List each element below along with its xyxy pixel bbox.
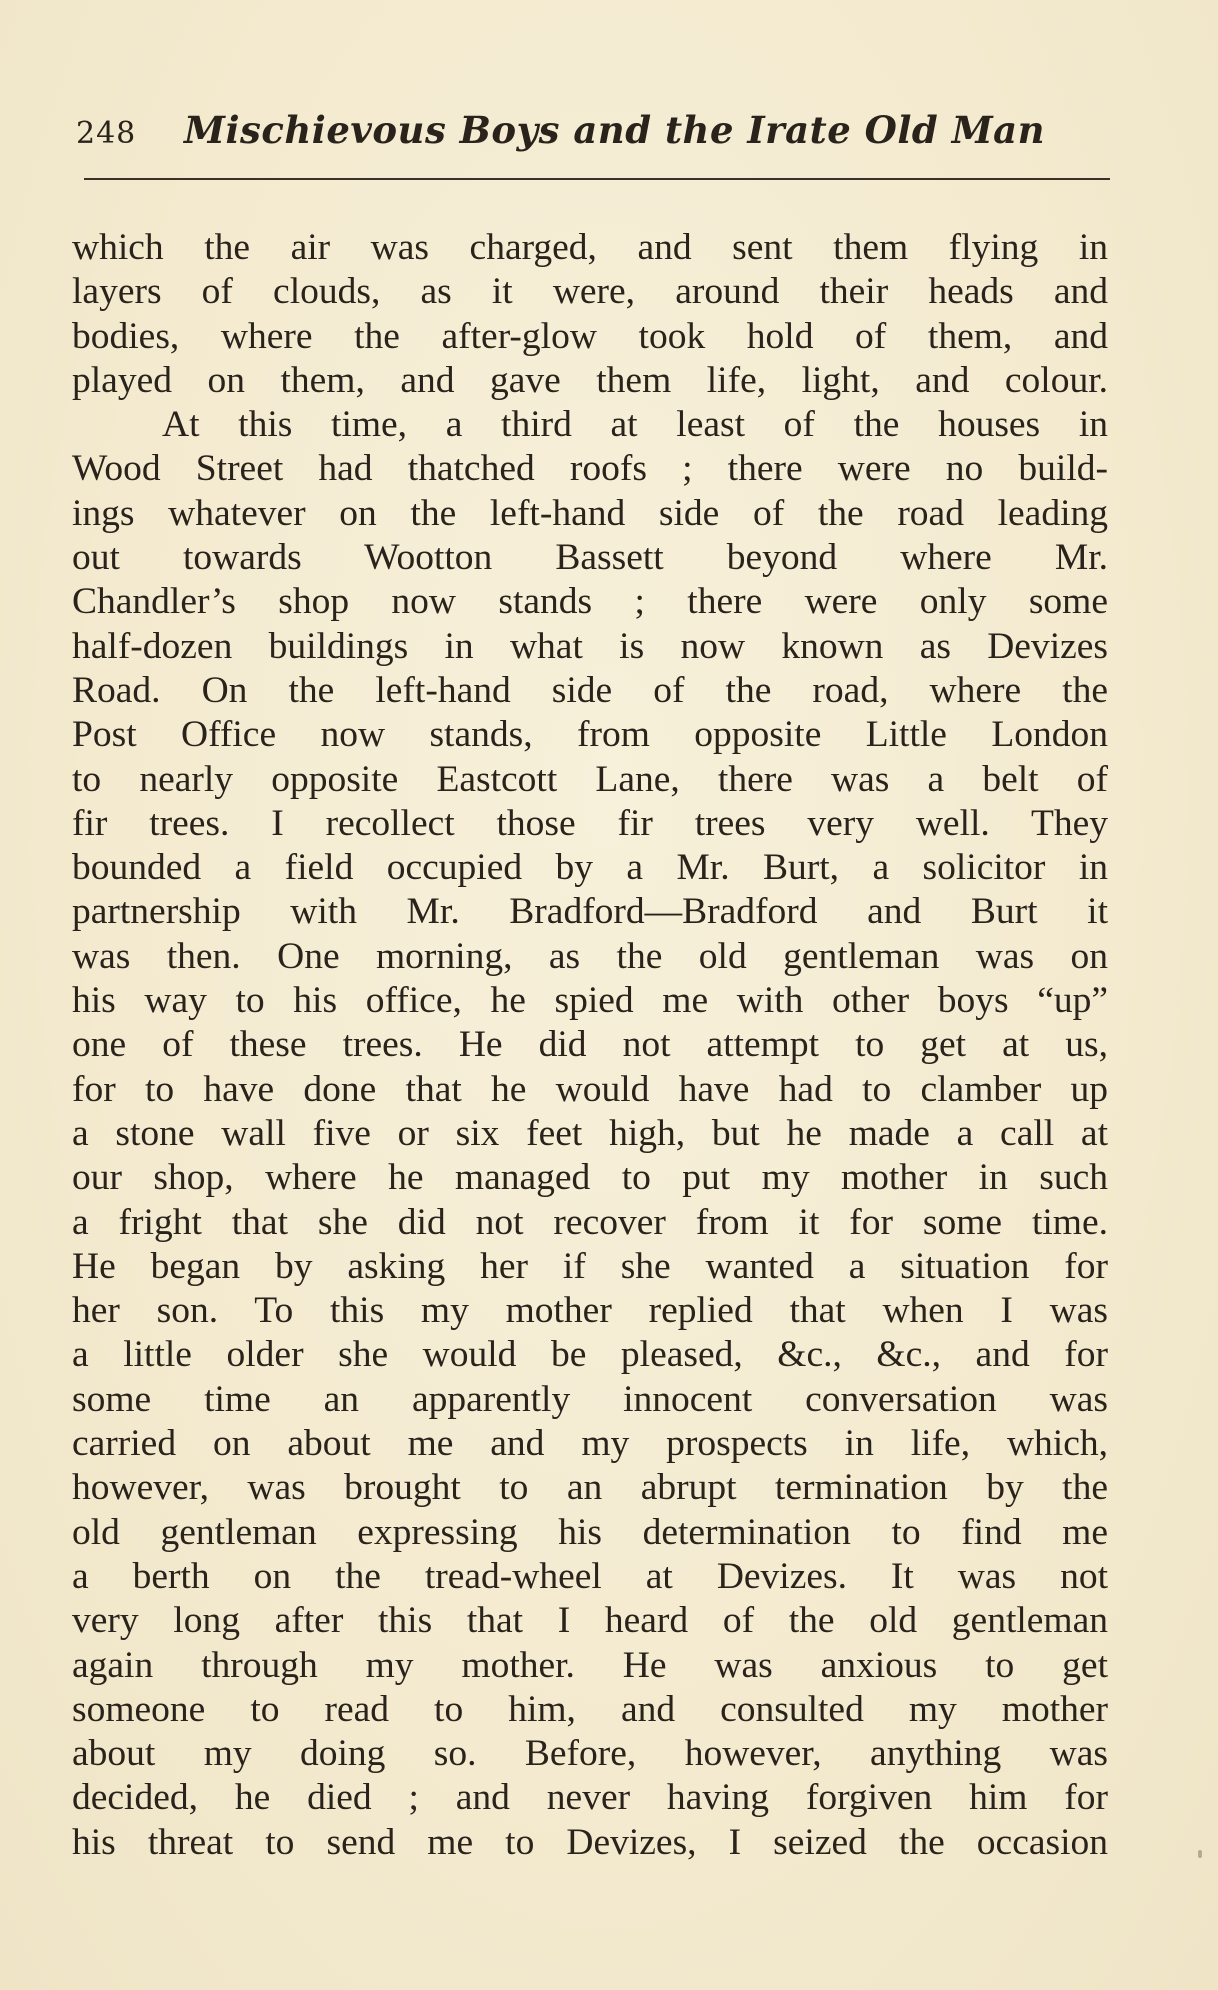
page-header (76, 108, 1116, 158)
text-line-17: was then. One morning, as the old gentleman was on (72, 935, 1108, 977)
text-line-37: his threat to send me to Devizes, I seized the occasion (72, 1821, 1108, 1863)
text-line-36: decided, he died ; and never having forgiven him for (72, 1777, 1108, 1819)
text-line-34: someone to read to him, and consulted my mother (72, 1688, 1108, 1730)
text-line-26: a little older she would be pleased, &c., &c., and for (72, 1334, 1108, 1376)
text-line-19: one of these trees. He did not attempt to get at us, (72, 1024, 1108, 1066)
page-number: 248 (76, 116, 137, 151)
text-line-23: a fright that she did not recover from it for some time. (72, 1201, 1108, 1243)
text-line-22: our shop, where he managed to put my mother in such (72, 1157, 1108, 1199)
text-line-25: her son. To this my mother replied that when I was (72, 1290, 1108, 1332)
text-line-7: ings whatever on the left-hand side of the road leading (72, 492, 1108, 534)
text-line-24: He began by asking her if she wanted a situation for (72, 1245, 1108, 1287)
text-line-16: partnership with Mr. Bradford—Bradford and Burt it (72, 891, 1108, 933)
text-line-31: a berth on the tread-wheel at Devizes. It was not (72, 1555, 1108, 1597)
text-line-13: to nearly opposite Eastcott Lane, there was a belt of (72, 758, 1108, 800)
text-line-20: for to have done that he would have had to clamber up (72, 1068, 1108, 1110)
text-line-32: very long after this that I heard of the old gentleman (72, 1600, 1108, 1642)
text-line-6: Wood Street had thatched roofs ; there were no build- (72, 448, 1108, 490)
text-line-4: played on them, and gave them life, light, and colour. (72, 359, 1108, 401)
text-line-11: Road. On the left-hand side of the road, where the (72, 669, 1108, 711)
text-line-18: his way to his office, he spied me with other boys “up” (72, 980, 1108, 1022)
text-line-21: a stone wall five or six feet high, but he made a call at (72, 1112, 1108, 1154)
body-text (72, 226, 1108, 1865)
running-title: Mischievous Boys and the Irate Old Man (184, 108, 1046, 152)
text-line-29: however, was brought to an abrupt termination by the (72, 1467, 1108, 1509)
text-line-1: which the air was charged, and sent them flying in (72, 227, 1108, 268)
text-line-27: some time an apparently innocent conversation was (72, 1378, 1108, 1420)
text-line-14: fir trees. I recollect those fir trees very well. They (72, 802, 1108, 844)
text-line-3: bodies, where the after-glow took hold of them, and (72, 315, 1108, 357)
text-line-5: At this time, a third at least of the houses in (162, 404, 1108, 446)
text-line-2: layers of clouds, as it were, around their heads and (72, 271, 1108, 313)
text-line-28: carried on about me and my prospects in life, which, (72, 1423, 1108, 1465)
paper-speck (1198, 1850, 1202, 1858)
header-rule (84, 178, 1110, 180)
text-line-12: Post Office now stands, from opposite Little London (72, 714, 1108, 756)
text-line-8: out towards Wootton Bassett beyond where Mr. (72, 537, 1108, 579)
text-line-35: about my doing so. Before, however, anything was (72, 1733, 1108, 1775)
text-line-15: bounded a field occupied by a Mr. Burt, a solicitor in (72, 847, 1108, 889)
text-line-33: again through my mother. He was anxious to get (72, 1644, 1108, 1686)
text-line-10: half-dozen buildings in what is now known as Devizes (72, 625, 1108, 667)
text-line-30: old gentleman expressing his determination to find me (72, 1511, 1108, 1553)
text-line-9: Chandler’s shop now stands ; there were only some (72, 581, 1108, 623)
